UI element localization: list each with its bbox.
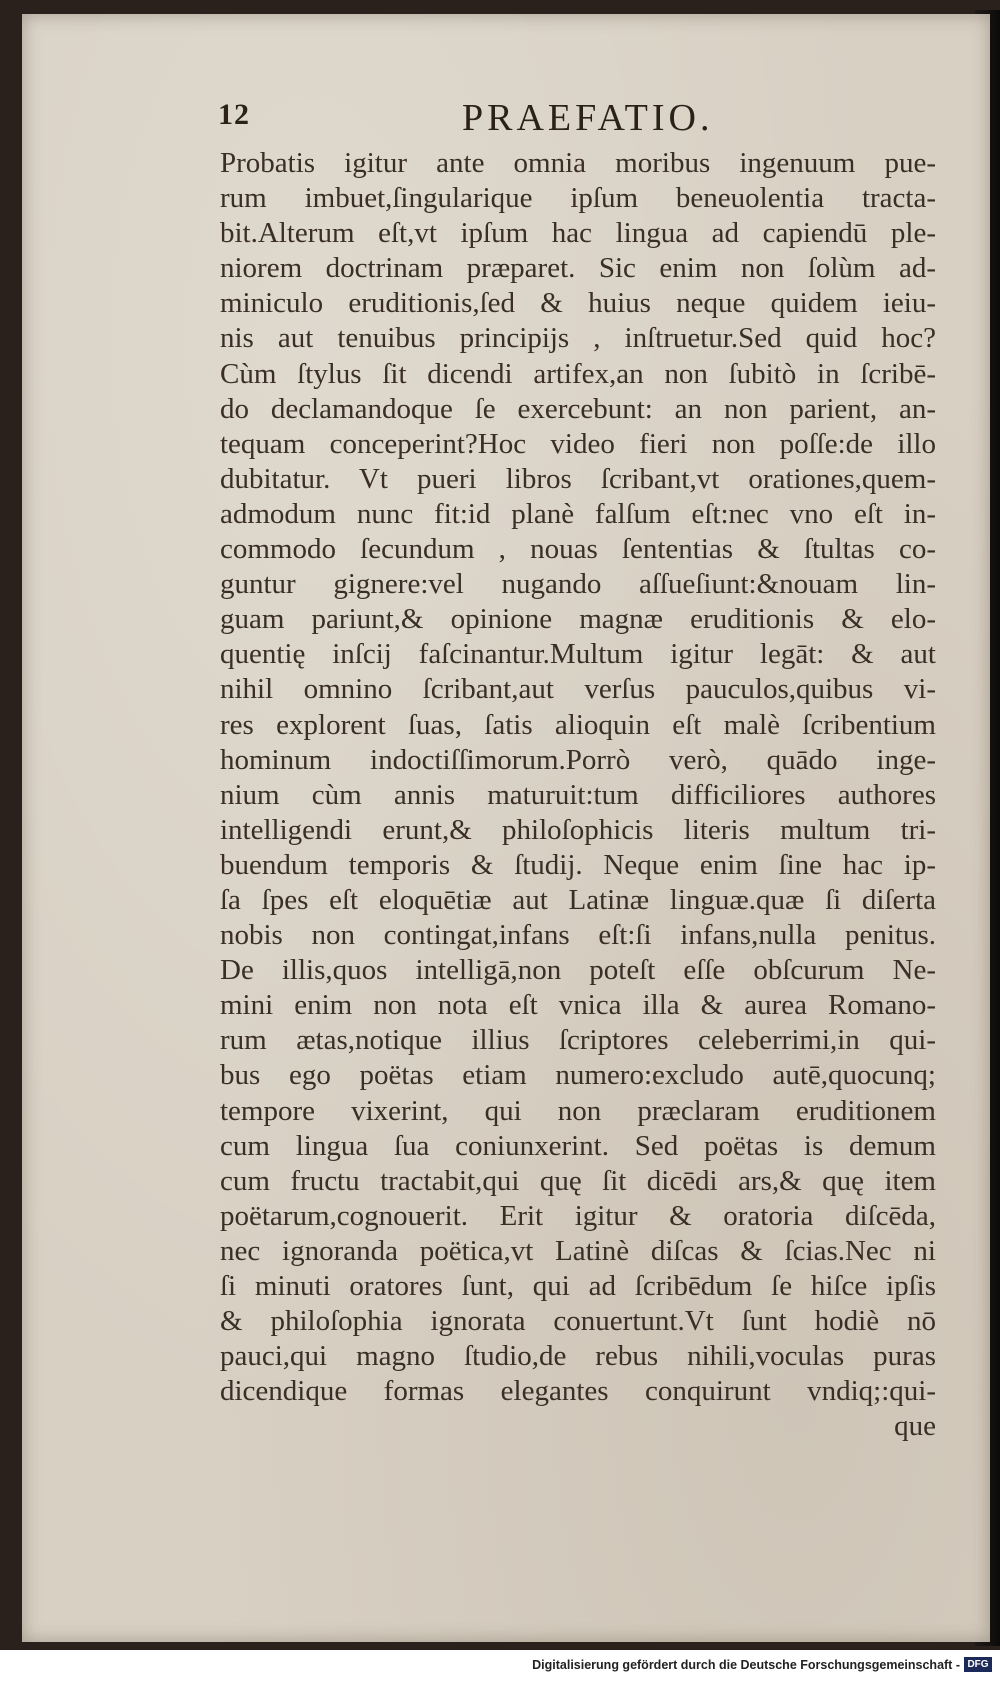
text-line: commodo ſecundum , nouas ſententias & ſtultas co- [220, 533, 936, 566]
text-line: miniculo eruditionis,ſed & huius neque quidem ieiu- [220, 287, 936, 320]
catchword: que [894, 1410, 936, 1443]
text-line: bit.Alterum eſt,vt ipſum hac lingua ad capiendū ple- [220, 217, 936, 250]
text-line: mini enim non nota eſt vnica illa & aurea Romano- [220, 989, 936, 1022]
text-line: nihil omnino ſcribant,aut verſus pauculos,quibus vi- [220, 673, 936, 706]
text-line: cum lingua ſua coniunxerint. Sed poëtas is demum [220, 1129, 936, 1162]
text-line: Cùm ſtylus ſit dicendi artifex,an non ſubitò in ſcribē- [220, 357, 936, 390]
text-line: res explorent ſuas, ſatis alioquin eſt malè ſcribentium [220, 708, 936, 741]
text-line: guam pariunt,& opinione magnæ eruditionis & elo- [220, 603, 936, 636]
text-line: ſi minuti oratores ſunt, qui ad ſcribēdum ſe hiſce ipſis [220, 1270, 936, 1302]
book-page [22, 14, 990, 1642]
dfg-logo: DFG [964, 1657, 992, 1672]
text-line: nium cùm annis maturuit:tum difficiliores authores [220, 778, 936, 811]
text-line: tempore vixerint, qui non præclaram eruditionem [220, 1094, 936, 1127]
text-line: bus ego poëtas etiam numero:excludo autē,quocunq; [220, 1059, 936, 1092]
text-line: guntur gignere:vel nugando aſſueſiunt:&nouam lin- [220, 568, 936, 601]
text-line: Probatis igitur ante omnia moribus ingenuum pue- [220, 147, 936, 179]
text-line: quentię inſcij faſcinantur.Multum igitur legāt: & aut [220, 638, 936, 671]
text-line: pauci,qui magno ſtudio,de rebus nihili,voculas puras [220, 1340, 936, 1373]
text-line: rum ætas,notique illius ſcriptores celeberrimi,in qui- [220, 1024, 936, 1057]
text-line: nobis non contingat,infans eſt:ſi infans,nulla penitus. [220, 919, 936, 952]
text-line: nis aut tenuibus principijs , inſtruetur.Sed quid hoc? [220, 322, 936, 355]
text-line: rum imbuet,ſingularique ipſum beneuolentia tracta- [220, 182, 936, 215]
text-line: do declamandoque ſe exercebunt: an non parient, an- [220, 392, 936, 425]
running-head [22, 98, 990, 148]
page-number: 12 [218, 98, 250, 131]
footer-bar [0, 1650, 1000, 1682]
text-line: De illis,quos intelligā,non poteſt eſſe obſcurum Ne- [220, 954, 936, 987]
text-line: ſa ſpes eſt eloquētiæ aut Latinæ linguæ.quæ ſi diſerta [220, 883, 936, 916]
text-line: nec ignoranda poëtica,vt Latinè diſcas & ſcias.Nec ni [220, 1234, 936, 1267]
text-line: tequam conceperint?Hoc video fieri non poſſe:de illo [220, 427, 936, 460]
text-line: cum fructu tractabit,qui quę ſit dicēdi ars,& quę item [220, 1164, 936, 1197]
page-heading: PRAEFATIO. [462, 97, 714, 139]
body-text [220, 146, 936, 1444]
text-line: poëtarum,cognouerit. Erit igitur & oratoria diſcēda, [220, 1199, 936, 1232]
text-line: intelligendi erunt,& philoſophicis literis multum tri- [220, 813, 936, 846]
text-line: niorem doctrinam præparet. Sic enim non ſolùm ad- [220, 252, 936, 285]
text-line: hominum indoctiſſimorum.Porrò verò, quādo inge- [220, 743, 936, 776]
text-line: dicendique formas elegantes conquirunt vndiq;:qui- [220, 1375, 936, 1408]
footer-credit: Digitalisierung gefördert durch die Deutsche Forschungsgemeinschaft - [532, 1658, 960, 1672]
text-line: dubitatur. Vt pueri libros ſcribant,vt orationes,quem- [220, 462, 936, 495]
text-line: & philoſophia ignorata conuertunt.Vt ſunt hodiè nō [220, 1305, 936, 1338]
text-line: buendum temporis & ſtudij. Neque enim ſine hac ip- [220, 848, 936, 881]
text-line: admodum nunc fit:id planè falſum eſt:nec vno eſt in- [220, 497, 936, 530]
